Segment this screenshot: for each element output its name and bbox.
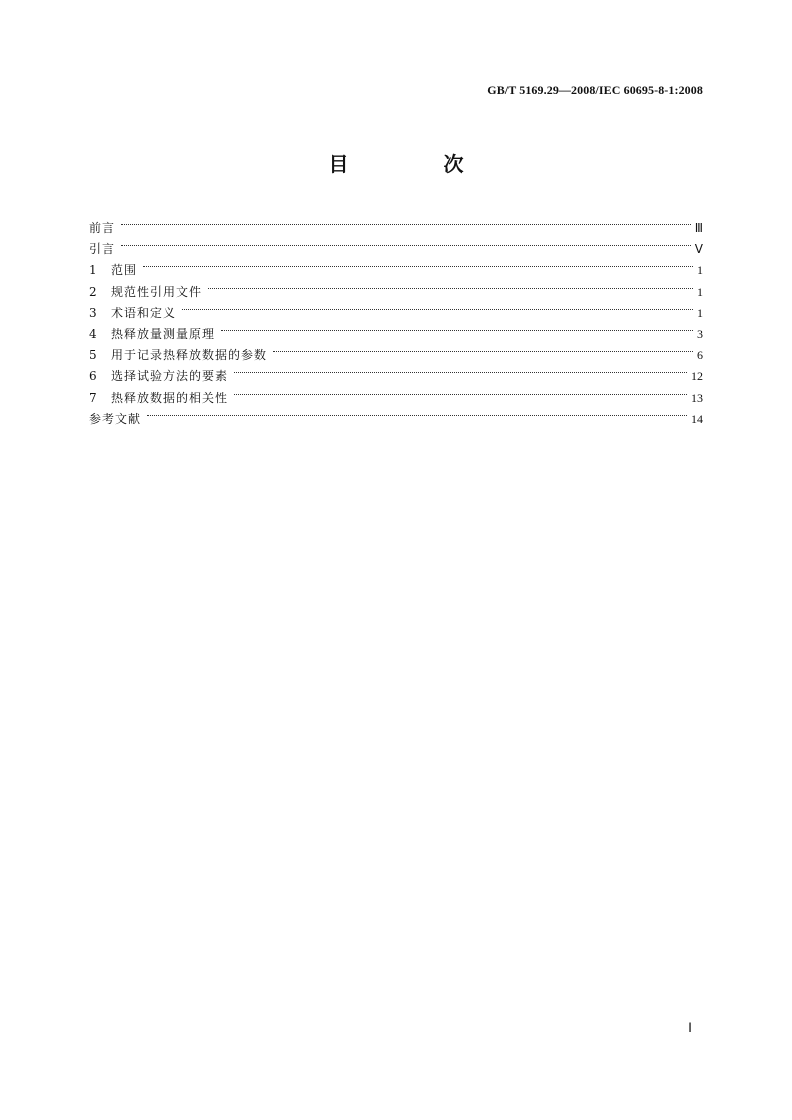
toc-entry[interactable]	[89, 366, 703, 387]
toc-dot-leader	[121, 224, 691, 225]
toc-entry-label: 引言	[89, 242, 116, 257]
toc-entry[interactable]	[89, 388, 703, 409]
toc-entry-page: 6	[697, 348, 703, 363]
toc-entry-page: Ⅴ	[694, 242, 703, 257]
page-title: 目 次	[328, 152, 508, 176]
toc-entry[interactable]	[89, 409, 703, 430]
toc-entry[interactable]	[89, 218, 703, 239]
toc-entry-page: Ⅲ	[694, 221, 703, 235]
toc-entry-page: 1	[697, 284, 703, 299]
toc-entry[interactable]	[89, 324, 703, 345]
toc-entry-label: 术语和定义	[111, 305, 177, 320]
toc-entry-number: 7	[89, 390, 97, 405]
toc-entry[interactable]	[89, 239, 703, 260]
toc-entry-label: 规范性引用文件	[111, 284, 203, 299]
toc-dot-leader	[147, 415, 687, 416]
toc-dot-leader	[234, 372, 687, 373]
toc-entry-page: 12	[691, 369, 703, 384]
toc-entry-label: 范围	[111, 263, 138, 278]
toc-entry-page: 1	[697, 305, 703, 320]
toc-dot-leader	[121, 245, 691, 246]
toc-entry-label: 参考文献	[89, 411, 142, 426]
toc-dot-leader	[208, 288, 693, 289]
toc-entry[interactable]	[89, 260, 703, 281]
toc-entry[interactable]	[89, 303, 703, 324]
toc-entry-page: 1	[697, 263, 703, 278]
toc-dot-leader	[273, 351, 693, 352]
standard-code-header: GB/T 5169.29—2008/IEC 60695-8-1:2008	[487, 83, 703, 97]
page-number: Ⅰ	[688, 1020, 692, 1035]
toc-entry-label: 热释放量测量原理	[111, 326, 216, 341]
toc-entry-page: 13	[691, 390, 703, 405]
toc-entry-number: 6	[89, 369, 97, 384]
toc-entry-number: 3	[89, 305, 97, 320]
toc-dot-leader	[182, 309, 693, 310]
toc-dot-leader	[143, 266, 693, 267]
toc-entry-number: 4	[89, 326, 97, 341]
toc-dot-leader	[221, 330, 693, 331]
toc-entry[interactable]	[89, 345, 703, 366]
toc-entry-label: 前言	[89, 221, 116, 235]
toc-entry-number: 1	[89, 263, 97, 278]
toc-entry[interactable]	[89, 282, 703, 303]
toc-entry-label: 热释放数据的相关性	[111, 390, 229, 405]
toc-entry-label: 选择试验方法的要素	[111, 369, 229, 384]
toc-entry-label: 用于记录热释放数据的参数	[111, 348, 268, 363]
table-of-contents	[89, 218, 703, 430]
toc-entry-page: 3	[697, 326, 703, 341]
toc-dot-leader	[234, 394, 687, 395]
toc-entry-number: 2	[89, 284, 97, 299]
toc-entry-page: 14	[691, 411, 703, 426]
toc-entry-number: 5	[89, 348, 97, 363]
